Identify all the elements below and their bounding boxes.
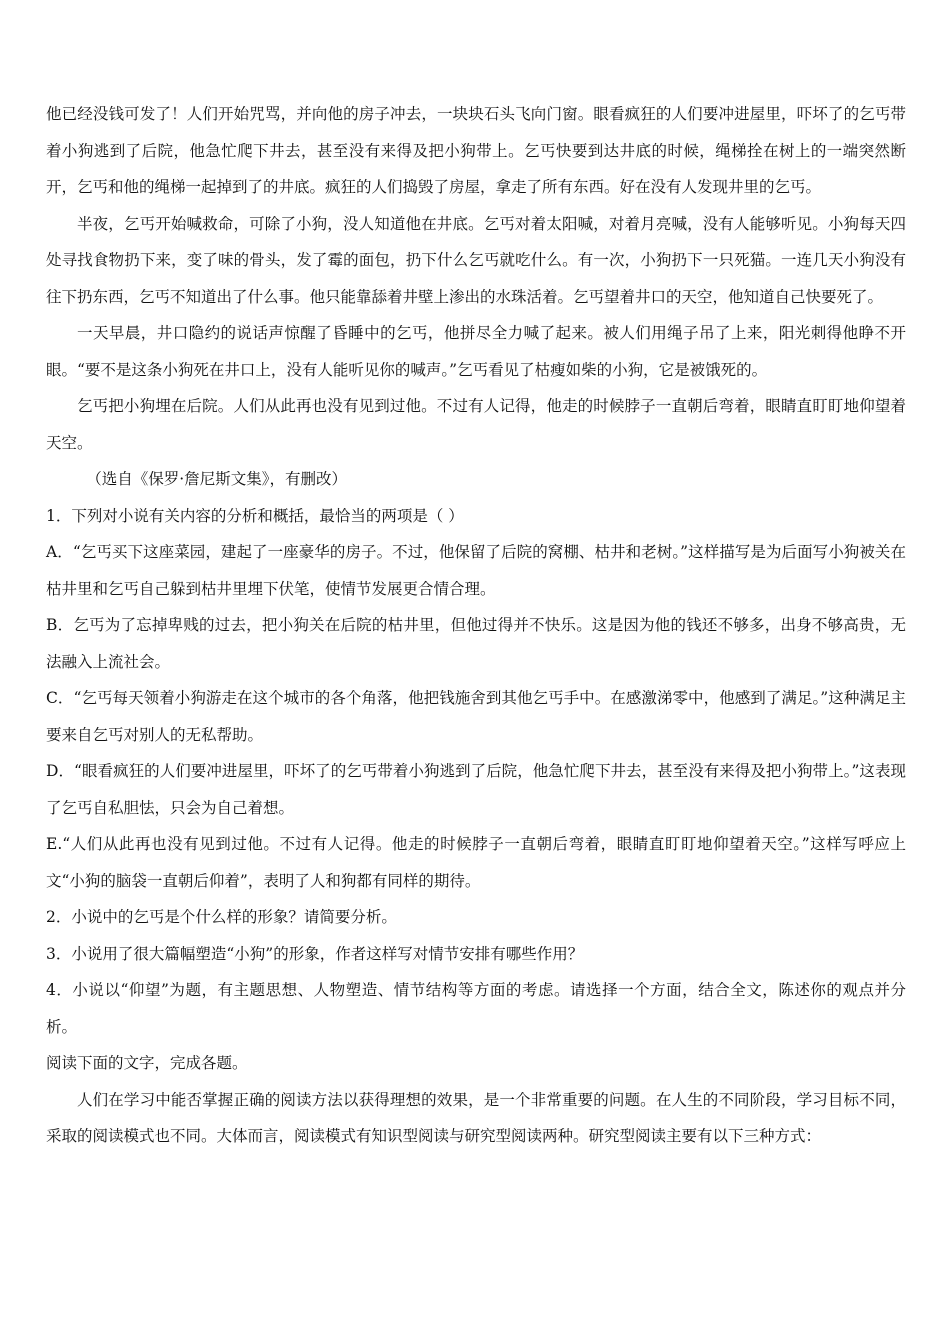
question-3: 3．小说用了很大篇幅塑造“小狗”的形象，作者这样写对情节安排有哪些作用？ bbox=[46, 944, 584, 963]
question-1-option-c: C．“乞丐每天领着小狗游走在这个城市的各个角落，他把钱施舍到其他乞丐手中。在感激涕零中，他感到了满足。”这种满足主要来自乞丐对别人的无私帮助。 bbox=[46, 689, 906, 744]
story-paragraph-3: 一天早晨，井口隐约的说话声惊醒了昏睡中的乞丐，他拼尽全力喊了起来。被人们用绳子吊了上来，阳光刺得他睁不开眼。“要不是这条小狗死在井口上，没有人能听见你的喊声。”乞丐看见了枯瘦如柴的小狗，它是被饿死的。 bbox=[46, 324, 906, 379]
section-instruction: 阅读下面的文字，完成各题。 bbox=[46, 1054, 248, 1072]
question-1-option-d: D．“眼看疯狂的人们要冲进屋里，吓坏了的乞丐带着小狗逃到了后院，他急忙爬下井去，甚至没有来得及把小狗带上。”这表现了乞丐自私胆怯，只会为自己着想。 bbox=[46, 762, 906, 817]
question-2: 2．小说中的乞丐是个什么样的形象？请简要分析。 bbox=[46, 908, 397, 926]
section-paragraph: 人们在学习中能否掌握正确的阅读方法以获得理想的效果，是一个非常重要的问题。在人生的不同阶段，学习目标不同，采取的阅读模式也不同。大体而言，阅读模式有知识型阅读与研究型阅读两种。研究型阅读主要有以下三种方式： bbox=[46, 1090, 906, 1145]
story-paragraph-4: 乞丐把小狗埋在后院。人们从此再也没有见到过他。不过有人记得，他走的时候脖子一直朝后弯着，眼睛直盯盯地仰望着天空。 bbox=[46, 397, 906, 452]
question-1-option-a: A．“乞丐买下这座菜园，建起了一座豪华的房子。不过，他保留了后院的窝棚、枯井和老树。”这样描写是为后面写小狗被关在枯井里和乞丐自己躲到枯井里埋下伏笔，使情节发展更合情合理。 bbox=[46, 543, 906, 598]
story-source: （选自《保罗·詹尼斯文集》，有删改） bbox=[86, 470, 347, 488]
document-content bbox=[46, 96, 906, 1155]
question-1-option-b: B．乞丐为了忘掉卑贱的过去，把小狗关在后院的枯井里，但他过得并不快乐。这是因为他的钱还不够多，出身不够高贵，无法融入上流社会。 bbox=[46, 616, 906, 671]
story-paragraph-2: 半夜，乞丐开始喊救命，可除了小狗，没人知道他在井底。乞丐对着太阳喊，对着月亮喊，没有人能够听见。小狗每天四处寻找食物扔下来，变了味的骨头，发了霉的面包，扔下什么乞丐就吃什么。有一次，小狗扔下一只死猫。一连几天小狗没有往下扔东西，乞丐不知道出了什么事。他只能靠舔着井壁上渗出的水珠活着。乞丐望着井口的天空，他知道自己快要死了。 bbox=[46, 214, 906, 306]
story-paragraph-1: 他已经没钱可发了！人们开始咒骂，并向他的房子冲去，一块块石头飞向门窗。眼看疯狂的人们要冲进屋里，吓坏了的乞丐带着小狗逃到了后院，他急忙爬下井去，甚至没有来得及把小狗带上。乞丐快要到达井底的时候，绳梯拴在树上的一端突然断开，乞丐和他的绳梯一起掉到了的井底。疯狂的人们捣毁了房屋，拿走了所有东西。好在没有人发现井里的乞丐。 bbox=[46, 105, 906, 196]
question-1: 1．下列对小说有关内容的分析和概括，最恰当的两项是（ ） bbox=[46, 506, 464, 525]
question-1-option-e: E.“人们从此再也没有见到过他。不过有人记得。他走的时候脖子一直朝后弯着，眼睛直盯盯地仰望着天空。”这样写呼应上文“小狗的脑袋一直朝后仰着”，表明了人和狗都有同样的期待。 bbox=[46, 835, 906, 890]
question-4: 4．小说以“仰望”为题，有主题思想、人物塑造、情节结构等方面的考虑。请选择一个方面，结合全文，陈述你的观点并分析。 bbox=[46, 981, 906, 1036]
